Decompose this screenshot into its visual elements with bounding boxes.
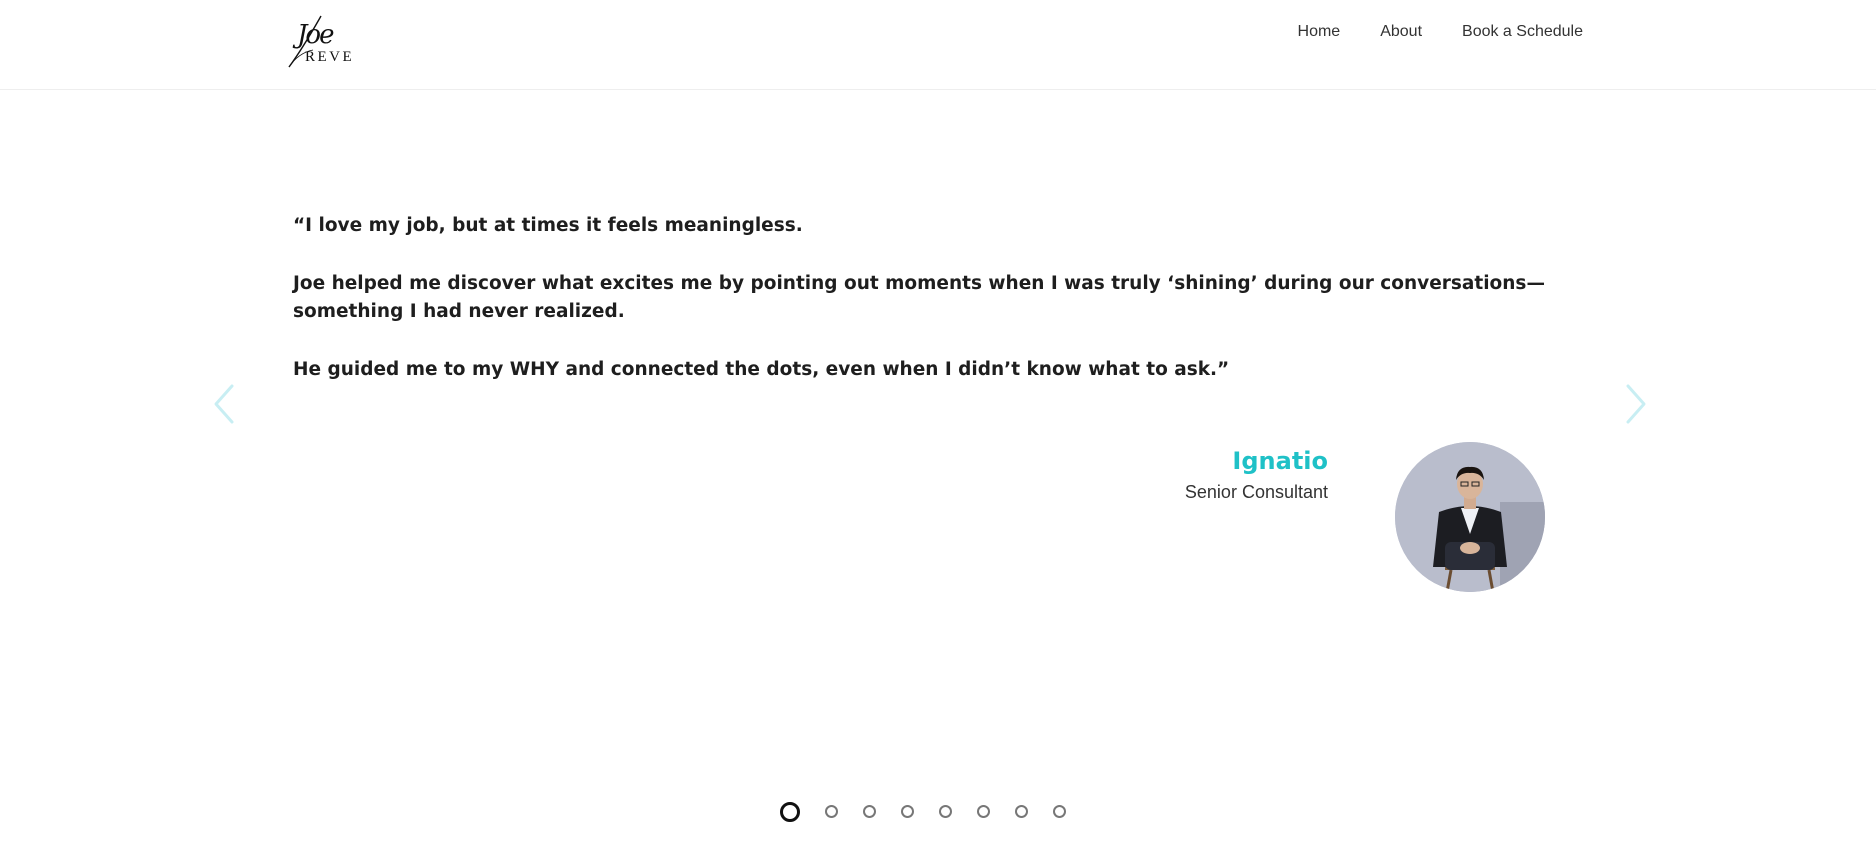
nav-about[interactable]: About bbox=[1380, 23, 1423, 40]
author-avatar bbox=[1395, 442, 1545, 592]
author-role: Senior Consultant bbox=[1184, 482, 1328, 502]
site-header bbox=[0, 0, 1876, 90]
chevron-right-icon bbox=[1620, 382, 1650, 426]
logo-word-text: REVE bbox=[305, 49, 355, 65]
pagination-dot-1[interactable] bbox=[780, 802, 800, 822]
author-name: Ignatio bbox=[1232, 447, 1328, 475]
testimonial-slider bbox=[0, 90, 1876, 849]
nav-home[interactable]: Home bbox=[1297, 23, 1341, 40]
pagination-dot-8[interactable] bbox=[1053, 805, 1066, 818]
pagination-dot-6[interactable] bbox=[977, 805, 990, 818]
logo-script-text: Joe bbox=[297, 20, 333, 50]
quote-paragraph: He guided me to my WHY and connected the dots, even when I didn’t know what to ask.” bbox=[293, 359, 1230, 380]
pagination-dot-3[interactable] bbox=[863, 805, 876, 818]
testimonial-quote bbox=[293, 212, 1593, 414]
pagination-dot-7[interactable] bbox=[1015, 805, 1028, 818]
author-photo bbox=[1395, 442, 1545, 592]
nav-book-schedule[interactable]: Book a Schedule bbox=[1462, 23, 1583, 40]
testimonial-author bbox=[1185, 445, 1328, 505]
logo[interactable] bbox=[283, 14, 359, 70]
prev-slide-button[interactable] bbox=[210, 382, 240, 426]
quote-paragraph: Joe helped me discover what excites me by pointing out moments when I was truly ‘shining’ during our conversations—something I had never realized. bbox=[293, 273, 1545, 322]
chevron-left-icon bbox=[210, 382, 240, 426]
slider-pagination bbox=[780, 802, 1066, 822]
pagination-dot-2[interactable] bbox=[825, 805, 838, 818]
main-nav bbox=[1298, 20, 1583, 44]
quote-paragraph: “I love my job, but at times it feels meaningless. bbox=[293, 215, 803, 236]
pagination-dot-4[interactable] bbox=[901, 805, 914, 818]
pagination-dot-5[interactable] bbox=[939, 805, 952, 818]
next-slide-button[interactable] bbox=[1620, 382, 1650, 426]
